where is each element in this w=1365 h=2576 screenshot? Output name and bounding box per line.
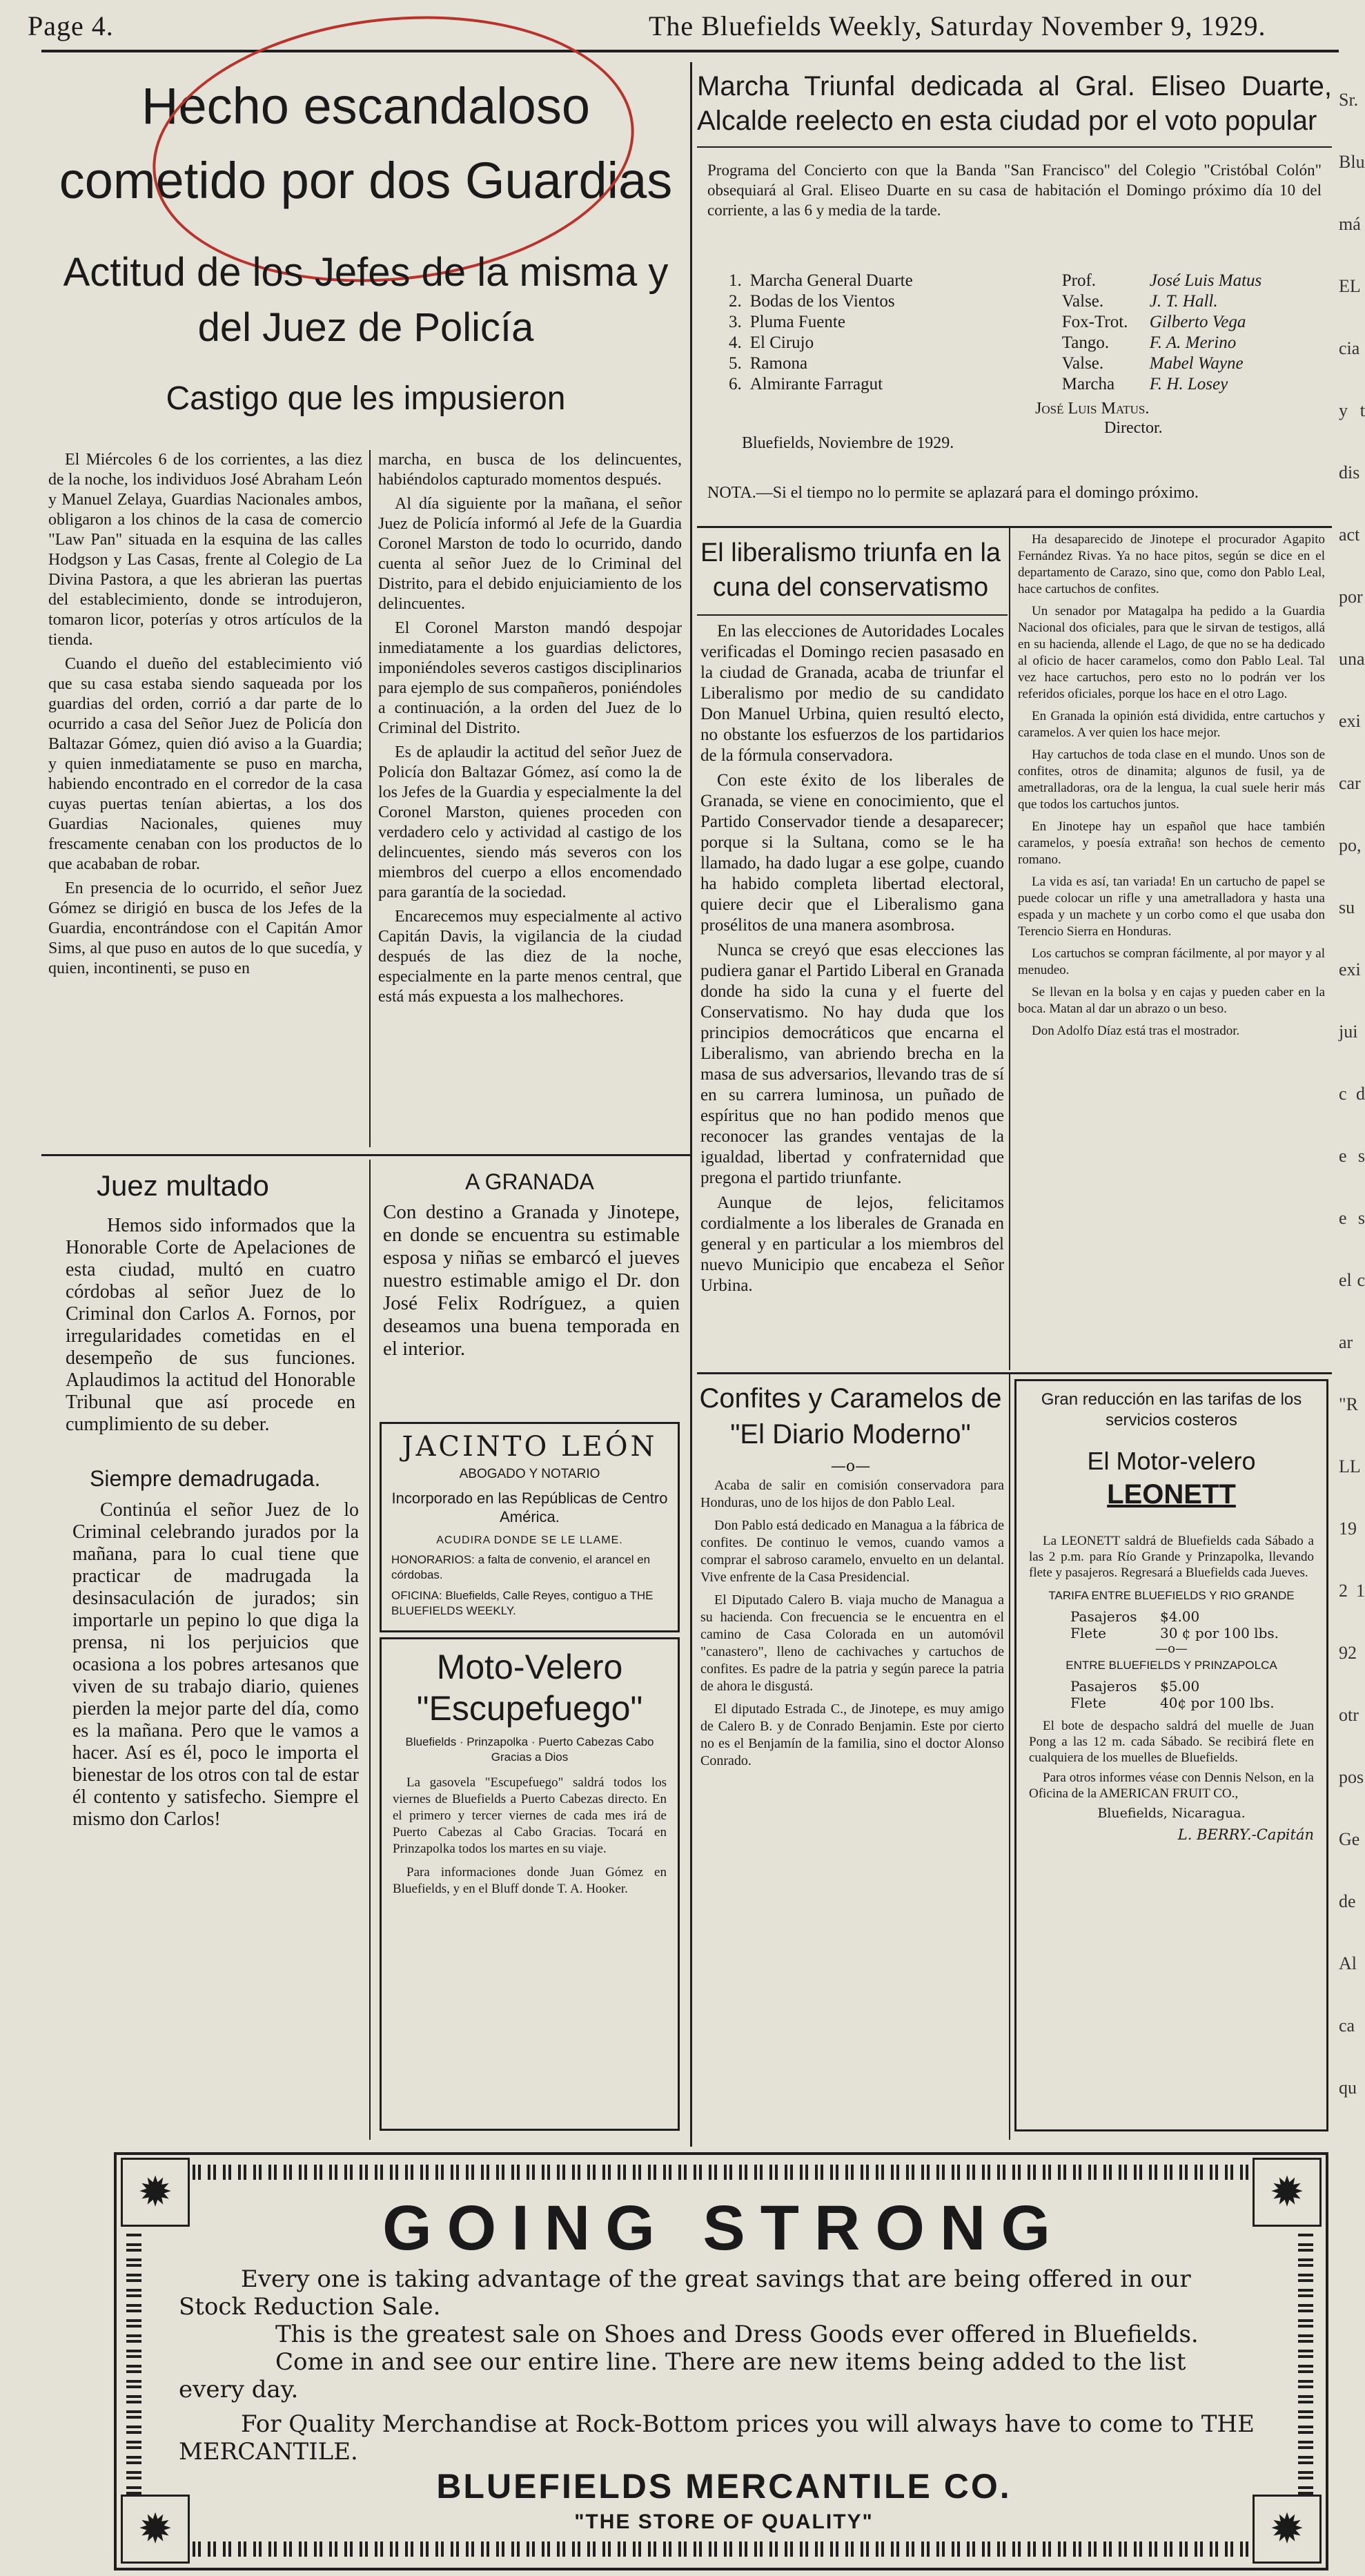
- gossip-para: Hay cartuchos de toda clase en el mundo. Unos son de confites, otros de dinamita; algunos de fusil, ya de ametralladoras, ora de la lengua, la cual suele herir más que todos los cartuchos juntos.: [1018, 748, 1325, 812]
- article1-para: Al día siguiente por la mañana, el señor Juez de Policía informó al Jefe de la Guardia Coronel Marston de todo lo ocurrido, dando cuenta al señor Juez de lo Criminal del Distrito, para el debido enjuiciamiento de los delincuentes.: [378, 495, 682, 613]
- gossip-para: Se llevan en la bolsa y en cajas y pueden caber en la boca. Matan al dar un abrazo o un beso.: [1018, 985, 1325, 1016]
- liberalismo-para: Aunque de lejos, felicitamos cordialmente a los liberales de Granada en general y en particular a los miembros del nuevo Municipio que encabeza el Señor Urbina.: [700, 1193, 1004, 1295]
- ad-going-strong: [114, 2152, 1328, 2570]
- marcha-bottom-rule: [697, 526, 1332, 528]
- ad-leonett-sign: L. BERRY.-Capitán: [1177, 1826, 1314, 1843]
- liberalismo-body: [700, 621, 1004, 1360]
- liberalismo-para: Nunca se creyó que esas elecciones las pudiera ganar el Partido Liberal en Granada donde ha sido la cuna y el fuerte del Conservatismo. No hay duda que los principios democráticos que encarna el Liberalismo, van abriendo brecha en la masa de sus adversarios, llevando tras de sí en su carrera luminosa, un puñado de espíritus que no han podido menos que reconocer las grandes ventajas de la igualdad, libertad y confraternidad que pregona el partido triunfante.: [700, 941, 1004, 1187]
- ad-going-strong-line4: For Quality Merchandise at Rock-Bottom prices you will always have to come to THE MERCANTILE.: [179, 2410, 1255, 2466]
- ad-leonett-rate-row: Flete 30 ¢ por 100 lbs.: [1070, 1625, 1279, 1641]
- sunburst-ornament-icon: ✹: [121, 2495, 190, 2564]
- article1-col1: [48, 450, 362, 1151]
- gossip-para: En Granada la opinión está dividida, entre cartuchos y caramelos. A ver quien los hace mejor.: [1018, 709, 1325, 740]
- marcha-signature: José Luis Matus.: [1035, 400, 1150, 418]
- ad-going-strong-headline: GOING STRONG: [382, 2193, 1066, 2263]
- ad-leonett: [1014, 1379, 1328, 2131]
- ad-going-strong-line2: This is the greatest sale on Shoes and Dress Goods ever offered in Bluefields.: [275, 2321, 1199, 2348]
- ad-leonett-tarifa2: ENTRE BLUEFIELDS Y PRINZAPOLCA: [1066, 1659, 1277, 1672]
- gossip-column: [1018, 531, 1325, 1367]
- ad-leon-title: ABOGADO Y NOTARIO: [459, 1467, 600, 1481]
- ad-leon-line4: OFICINA: Bluefields, Calle Reyes, contiguo a THE BLUEFIELDS WEEKLY.: [391, 1589, 654, 1617]
- program-row: 3. Pluma Fuente Fox-Trot. Gilberto Vega: [729, 313, 1246, 331]
- article1-col2: [378, 450, 682, 1151]
- headline-siempre: Siempre demadrugada.: [90, 1466, 321, 1491]
- program-row: 4. El Cirujo Tango. F. A. Merino: [729, 333, 1237, 352]
- article1-para: Cuando el dueño del establecimiento vió que su casa estaba siendo saqueada por los guardias del orden, corrió a dar parte de lo ocurrido a casa del Señor Juez de Policía don Baltazar Gómez, quien dió aviso a la Guardia; y quien inmediatamente se puso en marcha, habiendo encontrado en el corredor de la casa cuyas puertas tenían abiertas, a los dos Guardias Nacionales, quienes muy frescamente cenaban con los productos de lo que acababan de robar.: [48, 655, 362, 873]
- masthead-rule: [41, 50, 1339, 52]
- ad-leon-name: JACINTO LEÓN: [402, 1431, 658, 1463]
- gossip-para: Los cartuchos se compran fácilmente, al por mayor y al menudeo.: [1018, 946, 1325, 977]
- program-row: 6. Almirante Farragut Marcha F. H. Losey: [729, 375, 1228, 393]
- ad-moto-title1: Moto-Velero: [436, 1648, 623, 1686]
- ad-border-left: [126, 2232, 141, 2495]
- ad-leonett-rate-row: Pasajeros $5.00: [1070, 1678, 1200, 1695]
- sunburst-ornament-icon: ✹: [121, 2158, 190, 2227]
- ad-moto-text1: La gasovela "Escupefuego" saldrá todos los viernes de Bluefields a Puerto Cabezas directo. En el primero y tercer viernes de cada mes irá de Puerto Cabezas al Cabo Gracias. Tocará en Prinzapolka todos los martes en su viaje.: [393, 1775, 667, 1856]
- headline-granada: A GRANADA: [465, 1169, 594, 1194]
- marcha-intro: Programa del Concierto con que la Banda "San Francisco" del Colegio "Cristóbal Colón" obsequiará al Gral. Eliseo Duarte en su casa de habitación el Domingo próximo día 10 del corriente, a las 6 y media de la tarde.: [707, 162, 1322, 219]
- ad-leonett-top: Gran reducción en las tarifas de los servicios costeros: [1041, 1390, 1302, 1430]
- juez-body: Hemos sido informados que la Honorable Corte de Apelaciones de esta ciudad, multó en cuatro córdobas al señor Juez de lo Criminal don Carlos A. Fornos, por irregularidades cometidas en el desempeño de sus funciones. Aplaudimos la actitud del Honorable Tribunal que así procede en cumplimiento de su deber.: [66, 1215, 355, 1435]
- marcha-dateline: Bluefields, Noviembre de 1929.: [742, 434, 954, 452]
- main-column-rule: [690, 62, 692, 2147]
- liberalismo-bottom-rule: [697, 1372, 1332, 1374]
- ad-leonett-text2: El bote de despacho saldrá del muelle de Juan Pong a las 12 m. cada Sábado. Se recibirá flete en cualquiera de los muelles de Bluefields.: [1029, 1719, 1314, 1765]
- liberalismo-rule: [697, 614, 1008, 616]
- ad-leonett-h2: LEONETT: [1107, 1479, 1236, 1510]
- ad-moto-route: Bluefields · Prinzapolka · Puerto Cabezas Cabo Gracias a Dios: [405, 1735, 654, 1764]
- ad-leonett-text3: Para otros informes véase con Dennis Nelson, en la Oficina de la AMERICAN FRUIT CO.,: [1029, 1770, 1314, 1801]
- marcha-note: NOTA.—Si el tiempo no lo permite se aplazará para el domingo próximo.: [707, 484, 1199, 502]
- ad-border-right: [1298, 2232, 1313, 2495]
- headline-liberalismo: El liberalismo triunfa en la cuna del conservatismo: [700, 538, 1001, 602]
- article1-para: Es de aplaudir la actitud del señor Juez de Policía don Baltazar Gómez, así como la de los Jefes de la Guardia y especialmente la del Coronel Marston, quienes proceden con verdadero celo y actividad al castigo de los delincuentes, siendo más severos con los miembros del cuerpo a ellos encomendado para garantía de la sociedad.: [378, 743, 682, 901]
- ad-border-top: [193, 2165, 1248, 2180]
- ad-leonett-tarifa1: TARIFA ENTRE BLUEFIELDS Y RIO GRANDE: [1048, 1589, 1295, 1602]
- siempre-body: Continúa el señor Juez de lo Criminal celebrando jurados por la mañana, para lo cual tiene que practicar de madrugada la desinsaculación de jurados; sin importarle un pepino lo que diga la prensa, ni los perjuicios que ocasiona a los pobres artesanos que viven de su trabajo diario, quienes pierden la mejor parte del día, como es la mañana. Pero que le vamos a hacer. Así es él, poco le importa el bienestar de los otros con tal de estar él contento y satisfecho. Siempre el mismo don Carlos!: [72, 1499, 359, 1830]
- gossip-para: En Jinotepe hay un español que hace también caramelos, y poesía extraña! son hechos de cemento romano.: [1018, 819, 1325, 867]
- headline-scandal: Hecho escandaloso cometido por dos Guardias: [59, 77, 673, 209]
- headline-juez: Juez multado: [97, 1169, 269, 1202]
- program-row: 1. Marcha General Duarte Prof. José Luis Matus: [729, 271, 1262, 290]
- article1-para: Encarecemos muy especialmente al activo Capitán Davis, la vigilancia de la ciudad después de las diez de la noche, especialmente en la parte menos central, que está más expuesta a los malhechores.: [378, 908, 682, 1006]
- column-rule: [1009, 528, 1010, 1370]
- confites-para: Don Pablo está dedicado en Managua a la fábrica de confites. De continuo le vemos, cuando vamos a comprar el sabroso caramelo, envuelto en un delantal. Vive enfrente de la Casa Presidencial.: [700, 1518, 1004, 1585]
- page-number: Page 4.: [28, 10, 114, 41]
- marcha-signature-title: Director.: [1104, 419, 1163, 437]
- gossip-para: Ha desaparecido de Jinotepe el procurador Agapito Fernández Rivas. Ya no hace pitos, según se dice en el departamento de Carazo, sino que, como don Pablo Leal, hace cartuchos de confites.: [1018, 532, 1325, 596]
- confites-para: Acaba de salir en comisión conservadora para Honduras, uno de los hijos de don Pablo Leal.: [700, 1478, 1004, 1510]
- liberalismo-para: Con este éxito de los liberales de Granada, se viene en conocimiento, que el Partido Conservador tiende a desaparecer; porque si la Sultana, como se le ha llamado, ha dado lugar a ese golpe, cuando ha habido completa libertad electoral, quiere decir que el Liberalismo gana prosélitos de una manera asombrosa.: [700, 771, 1004, 935]
- masthead-title: The Bluefields Weekly, Saturday November 9, 1929.: [649, 10, 1266, 41]
- ad-moto-title2: "Escupefuego": [416, 1689, 643, 1728]
- article1-para: En presencia de lo ocurrido, el señor Juez Gómez se dirigió en busca de los Jefes de la Guardia, encontrándose con el Capitán Amor Sims, al que puso en autos de lo que sucedía, y quien, incontinenti, se puso en: [48, 879, 362, 977]
- column-rule: [369, 450, 371, 1147]
- sunburst-ornament-icon: ✹: [1253, 2158, 1322, 2227]
- article1-para: El Miércoles 6 de los corrientes, a las diez de la noche, los individuos José Abraham León y Manuel Zelaya, Guardias Nacionales ambos, obligaron a los chinos de la casa de comercio "Law Pan" situada en la esquina de las calles Hodgson y Las Casas, frente al Colegio de La Divina Pastora, a que les abrieran las puertas del establecimiento, donde se introdujeron, tomaron licor, poterías y otros artículos de la tienda.: [48, 451, 362, 649]
- gossip-para: Don Adolfo Díaz está tras el mostrador.: [1032, 1024, 1240, 1038]
- ad-leonett-text: La LEONETT saldrá de Bluefields cada Sábado a las 2 p.m. para Río Grande y Prinzapolka, llevando flete y pasajeros. Regresará a Bluefields cada Jueves.: [1029, 1534, 1314, 1580]
- ad-leon-line1: Incorporado en las Repúblicas de Centro América.: [391, 1490, 668, 1525]
- gossip-para: La vida es así, tan variada! En un cartucho de papel se puede colocar un rifle y una ametralladora y hasta una espada y un machete y un corbo como el que usaba don Terencio Sierra en Honduras.: [1018, 875, 1325, 939]
- ad-leonett-ornament: —o—: [1155, 1641, 1188, 1656]
- granada-body: Con destino a Granada y Jinotepe, en donde se encuentra su estimable esposa y niñas se embarcó el jueves nuestro estimable amigo el Dr. don José Felix Rodríguez, a quien deseamos una buena temporada en el interior.: [383, 1201, 680, 1360]
- ad-leon-line2: ACUDIRA DONDE SE LE LLAME.: [436, 1534, 623, 1546]
- article1-para: marcha, en busca de los delincuentes, habiéndolos capturado momentos después.: [378, 451, 682, 489]
- ad-leonett-rate-row: Flete 40¢ por 100 lbs.: [1070, 1695, 1275, 1711]
- gossip-para: Un senador por Matagalpa ha pedido a la Guardia Nacional dos oficiales, para que le sirvan de testigos, allá en su hacienda, allende el Lago, de que no se ha dedicado al oficio de hacer caramelos, como don Pablo Leal. Tal vez hace cartuchos, pero esto no lo podrán ver los referidos oficiales, porque los hace en el otro Lago.: [1018, 604, 1325, 701]
- ad-going-strong-line3: Come in and see our entire line. There are new items being added to the list every day.: [179, 2348, 1186, 2403]
- headline-marcha: Marcha Triunfal dedicada al Gral. Eliseo Duarte, Alcalde reelecto en esta ciudad por el voto popular: [697, 71, 1332, 136]
- confites-para: El diputado Estrada C., de Jinotepe, es muy amigo de Calero B. y de Conrado Benjamin. Este por cierto no es el Benjamín de la familia, sino el doctor Alonso Conrado.: [700, 1701, 1004, 1768]
- column-rule: [369, 1160, 371, 2140]
- sunburst-ornament-icon: ✹: [1253, 2495, 1322, 2564]
- confites-para: El Diputado Calero B. viaja mucho de Managua a su hacienda. Con frecuencia se le encuentra en el camino de Casa Colorada en un automóvil "canastero", lleno de cachivaches y cartuchos de confites. Es padre de la patria y según parece la patria de ahora le disgustá.: [700, 1592, 1004, 1694]
- ad-leonett-h1: El Motor-velero: [1087, 1447, 1256, 1475]
- column-rule: [1009, 1374, 1010, 2140]
- ad-moto-velero: [380, 1637, 680, 2131]
- subhead-castigo: Castigo que les impusieron: [166, 380, 566, 417]
- article1-para: El Coronel Marston mandó despojar inmediatamente a los guardias delictores, imponiéndoles severos castigos disciplinarios para ejemplo de sus compañeros, poniéndoles a continuación, a la orden del Juez de lo Criminal del Distrito.: [378, 619, 682, 737]
- article1-bottom-rule: [41, 1154, 690, 1156]
- clipped-right-margin: Sr. Blu má EL cia y t dis act por una exi car po, su exi juic de se sel car "R LL 192 192 otr pos Ge de Al ca qu: [1339, 90, 1365, 2098]
- liberalismo-para: En las elecciones de Autoridades Locales verificadas el Domingo recien pasasado en la ciudad de Granada, acaba de triunfar el Liberalismo por medio de su candidato Don Manuel Urbina, quien resultó electo, no obstante los esfuerzos de los partidarios de la fórmula conservadora.: [700, 622, 1004, 765]
- headline-confites: Confites y Caramelos de "El Diario Moderno": [699, 1383, 1002, 1450]
- ad-company-name: BLUEFIELDS MERCANTILE CO.: [436, 2467, 1012, 2506]
- ad-leonett-rate-row: Pasajeros $4.00: [1070, 1608, 1200, 1625]
- concert-program: [725, 271, 1266, 395]
- ad-leonett-place: Bluefields, Nicaragua.: [1097, 1806, 1246, 1821]
- ad-going-strong-line1: Every one is taking advantage of the great savings that are being offered in our Stock Reduction Sale.: [179, 2265, 1191, 2321]
- confites-ornament: —o—: [830, 1458, 871, 1475]
- ad-border-bottom: [193, 2541, 1248, 2557]
- ad-leon-line3: HONORARIOS: a falta de convenio, el arancel en córdobas.: [391, 1553, 651, 1581]
- program-row: 5. Ramona Valse. Mabel Wayne: [729, 354, 1244, 373]
- subhead-actitud: Actitud de los Jefes de la misma y del Juez de Policía: [63, 250, 669, 350]
- ad-moto-text2: Para informaciones donde Juan Gómez en Bluefields, y en el Bluff donde T. A. Hooker.: [393, 1865, 667, 1896]
- program-row: 2. Bodas de los Vientos Valse. J. T. Hall.: [729, 292, 1218, 311]
- marcha-rule: [697, 146, 1332, 148]
- confites-body: [700, 1477, 1004, 2133]
- ad-jacinto-leon: [380, 1422, 680, 1632]
- ad-company-slogan: "THE STORE OF QUALITY": [574, 2510, 874, 2533]
